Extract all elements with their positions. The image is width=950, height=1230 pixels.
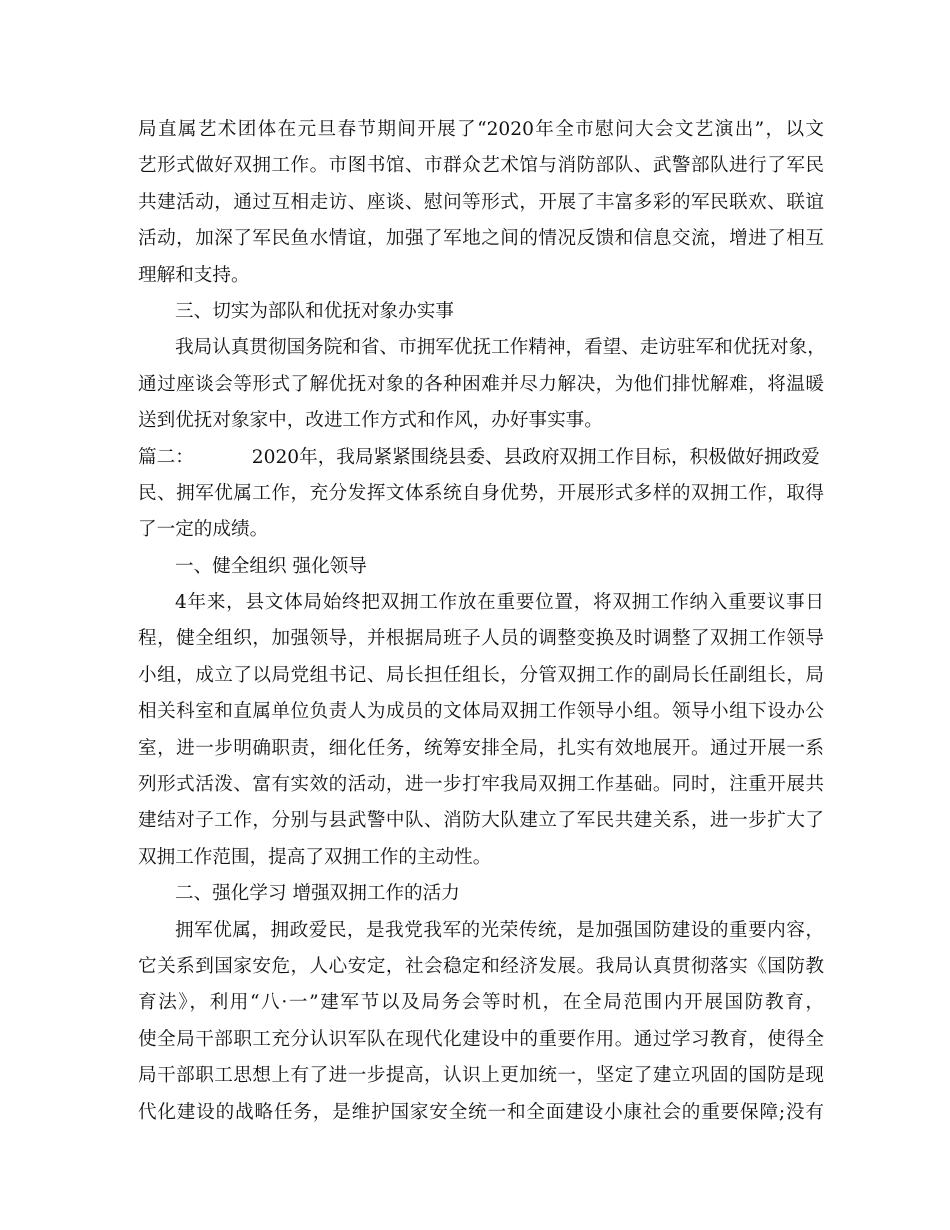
text-line: 我局认真贯彻国务院和省、市拥军优抚工作精神，看望、走访驻军和优抚对象，	[175, 337, 826, 359]
section-heading: 一、健全组织 强化领导	[175, 555, 367, 577]
text-line: 室，进一步明确职责，细化任务，统筹安排全局，扎实有效地展开。通过开展一系	[138, 737, 824, 759]
text-line: 了一定的成绩。	[138, 519, 269, 541]
chapter-text: 2020年，我局紧紧围绕县委、县政府双拥工作目标，积极做好拥政爱	[251, 446, 820, 468]
text-line: 送到优抚对象家中，改进工作方式和作风，办好事实事。	[138, 410, 603, 432]
text-line: 建结对子工作，分别与县武警中队、消防大队建立了军民共建关系，进一步扩大了	[138, 810, 824, 832]
text-line: 艺形式做好双拥工作。市图书馆、市群众艺术馆与消防部队、武警部队进行了军民	[138, 155, 824, 177]
chapter-line	[138, 440, 824, 476]
text-line: 育法》，利用“八·一”建军节以及局务会等时机，在全局范围内开展国防教育，	[138, 992, 824, 1014]
text-line: 活动，加深了军民鱼水情谊，加强了军地之间的情况反馈和信息交流，增进了相互	[138, 228, 824, 250]
text-line: 双拥工作范围，提高了双拥工作的主动性。	[138, 846, 492, 868]
text-line: 民、拥军优属工作，充分发挥文体系统自身优势，开展形式多样的双拥工作，取得	[138, 482, 824, 504]
text-line: 代化建设的战略任务，是维护国家安全统一和全面建设小康社会的重要保障;没有	[138, 1101, 824, 1123]
text-line: 局直属艺术团体在元旦春节期间开展了“2020年全市慰问大会文艺演出”，以文	[138, 119, 824, 140]
section-heading: 二、强化学习 增强双拥工作的活力	[175, 883, 460, 905]
text-line: 局干部职工思想上有了进一步提高，认识上更加统一，坚定了建立巩固的国防是现	[138, 1065, 824, 1087]
text-line: 共建活动，通过互相走访、座谈、慰问等形式，开展了丰富多彩的军民联欢、联谊	[138, 191, 824, 213]
section-heading: 三、切实为部队和优抚对象办实事	[175, 300, 454, 322]
text-line: 它关系到国家安危，人心安定，社会稳定和经济发展。我局认真贯彻落实《国防教	[138, 955, 824, 977]
chapter-label: 篇二：	[138, 446, 194, 468]
text-line: 4年来，县文体局始终把双拥工作放在重要位置，将双拥工作纳入重要议事日	[175, 592, 824, 614]
text-line: 理解和支持。	[138, 264, 250, 286]
text-line: 小组，成立了以局党组书记、局长担任组长，分管双拥工作的副局长任副组长，局	[138, 664, 824, 686]
text-line: 拥军优属，拥政爱民，是我党我军的光荣传统，是加强国防建设的重要内容，	[175, 919, 824, 941]
text-line: 使全局干部职工充分认识军队在现代化建设中的重要作用。通过学习教育，使得全	[138, 1028, 824, 1050]
text-line: 通过座谈会等形式了解优抚对象的各种困难并尽力解决，为他们排忧解难，将温暖	[138, 373, 824, 395]
text-line: 程，健全组织，加强领导，并根据局班子人员的调整变换及时调整了双拥工作领导	[138, 628, 824, 650]
text-line: 列形式活泼、富有实效的活动，进一步打牢我局双拥工作基础。同时，注重开展共	[138, 774, 824, 796]
text-line: 相关科室和直属单位负责人为成员的文体局双拥工作领导小组。领导小组下设办公	[138, 701, 824, 723]
document-body	[138, 112, 824, 1131]
